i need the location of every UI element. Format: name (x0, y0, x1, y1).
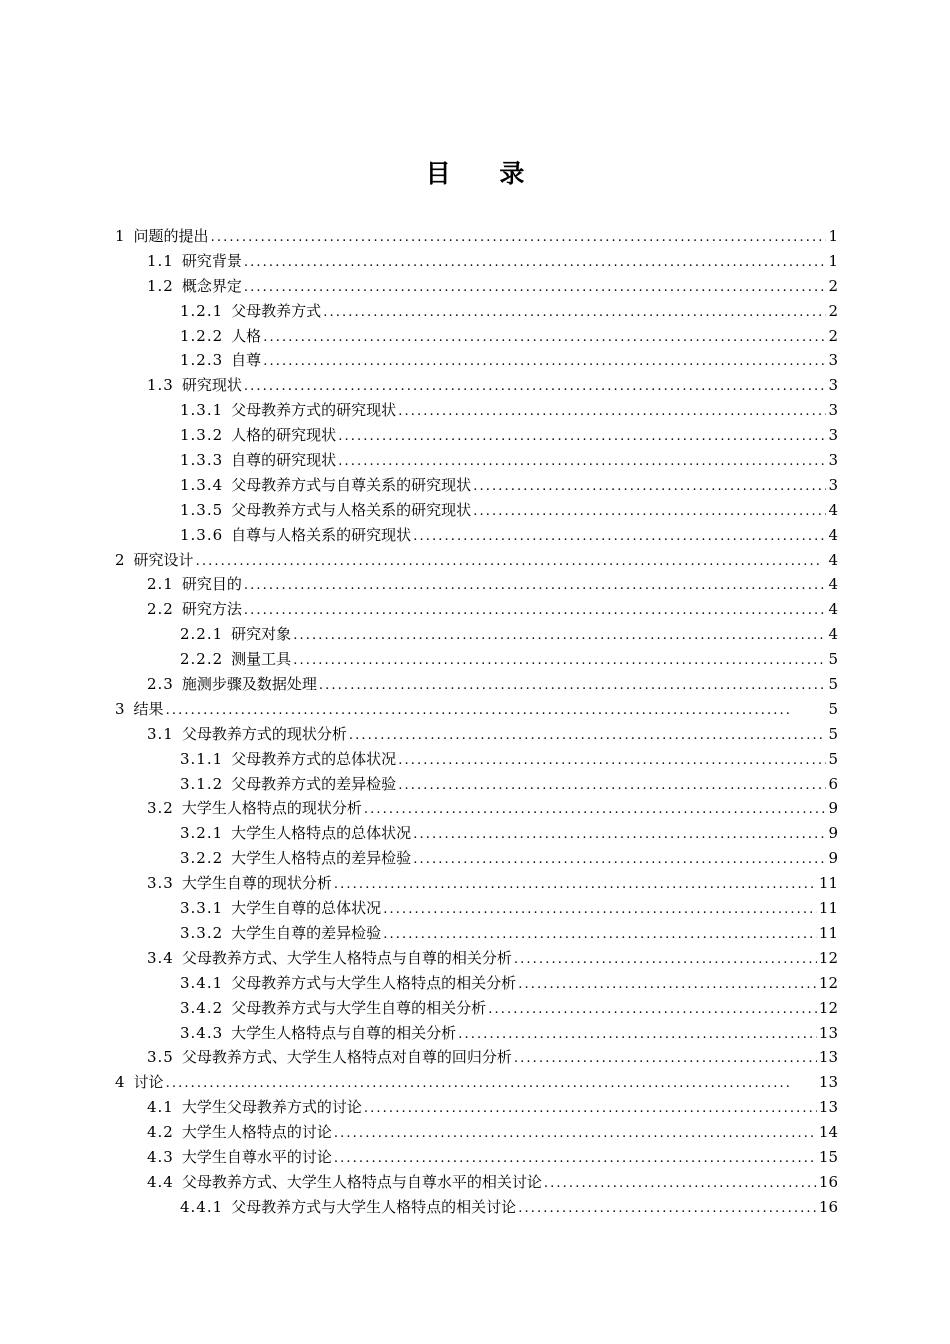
toc-entry-title: 父母教养方式与大学生人格特点的相关讨论 (231, 1197, 517, 1216)
toc-entry-page: 9 (828, 799, 838, 818)
toc-entry-page: 1 (828, 227, 838, 245)
toc-entry-title: 父母教养方式的差异检验 (231, 774, 397, 793)
toc-entry-title: 大学生父母教养方式的讨论 (181, 1098, 362, 1117)
toc-dot-leader (364, 798, 827, 823)
toc-entry-page: 13 (818, 1048, 838, 1067)
toc-entry-title: 研究现状 (181, 376, 242, 395)
toc-entry-page: 11 (818, 899, 838, 918)
toc-entry-number: 3.3.1 (180, 899, 224, 918)
toc-entry-number: 1.3.4 (180, 475, 224, 494)
toc-entry-number: 1.2.2 (180, 326, 224, 345)
toc-entry-number: 3.4.3 (180, 1023, 224, 1042)
toc-entry[interactable] (115, 373, 838, 398)
toc-entry-page: 16 (818, 1197, 838, 1216)
toc-entry[interactable] (115, 796, 838, 821)
toc-entry-number: 1.2.1 (180, 301, 224, 320)
toc-entry-title: 概念界定 (181, 276, 242, 295)
toc-entry-page: 12 (818, 973, 838, 992)
toc-entry[interactable] (115, 722, 838, 747)
toc-entry[interactable] (115, 772, 838, 797)
toc-entry[interactable] (115, 672, 838, 697)
toc-entry-title: 大学生自尊水平的讨论 (181, 1147, 332, 1166)
toc-dot-leader (514, 948, 817, 973)
toc-entry-page: 5 (828, 724, 838, 743)
toc-entry-page: 16 (818, 1172, 838, 1191)
toc-dot-leader (349, 724, 827, 749)
toc-entry-number: 3.2 (147, 799, 174, 818)
toc-entry-title: 父母教养方式与人格关系的研究现状 (231, 500, 472, 519)
toc-entry-number: 2 (115, 550, 126, 569)
toc-entry-number: 1.3.1 (180, 401, 224, 420)
toc-dot-leader (319, 674, 827, 699)
toc-entry-number: 4.3 (147, 1147, 174, 1166)
toc-entry-title: 大学生人格特点与自尊的相关分析 (231, 1023, 457, 1042)
toc-dot-leader (166, 699, 827, 724)
toc-entry[interactable] (115, 597, 838, 622)
toc-dot-leader (398, 774, 826, 799)
toc-dot-leader (364, 1097, 817, 1122)
toc-entry-number: 1.3.3 (180, 451, 224, 470)
toc-entry-number: 4.1 (147, 1098, 174, 1117)
toc-entry-title: 大学生人格特点的讨论 (181, 1123, 332, 1142)
toc-entry[interactable] (115, 548, 838, 573)
toc-dot-leader (398, 749, 826, 774)
toc-title: 目 录 (425, 159, 545, 188)
toc-entry[interactable] (115, 224, 838, 249)
toc-entry-page: 12 (818, 998, 838, 1017)
toc-entry[interactable] (115, 896, 838, 921)
toc-entry[interactable] (115, 572, 838, 597)
toc-entry[interactable] (115, 1195, 838, 1220)
toc-entry-page: 11 (818, 874, 838, 893)
toc-entry-page: 4 (828, 600, 838, 619)
toc-entry-page: 15 (818, 1147, 838, 1166)
toc-dot-leader (488, 998, 817, 1023)
toc-dot-leader (383, 898, 817, 923)
toc-entry-title: 研究目的 (181, 575, 242, 594)
toc-entry[interactable] (115, 523, 838, 548)
toc-entry[interactable] (115, 1021, 838, 1046)
toc-dot-leader (458, 1023, 817, 1048)
toc-entry-title: 父母教养方式与大学生人格特点的相关分析 (231, 973, 517, 992)
toc-entry-title: 研究对象 (231, 625, 292, 644)
toc-dot-leader (263, 326, 826, 351)
toc-entry-number: 3.3.2 (180, 923, 224, 942)
toc-entry-page: 9 (828, 849, 838, 868)
toc-entry[interactable] (115, 647, 838, 672)
toc-entry[interactable] (115, 299, 838, 324)
toc-entry-title: 大学生人格特点的总体状况 (231, 824, 412, 843)
toc-entry-title: 父母教养方式与大学生自尊的相关分析 (231, 998, 487, 1017)
toc-entry-page: 3 (828, 451, 838, 470)
toc-entry-page: 3 (828, 376, 838, 395)
toc-entry-title: 研究背景 (181, 251, 242, 270)
toc-entry[interactable] (115, 498, 838, 523)
toc-dot-leader (323, 301, 826, 326)
toc-entry-number: 4 (115, 1073, 126, 1092)
toc-entry[interactable] (115, 348, 838, 373)
toc-entry[interactable] (115, 1170, 838, 1195)
toc-entry-number: 1.3 (147, 376, 174, 395)
toc-entry-page: 4 (828, 500, 838, 519)
toc-entry-page: 3 (828, 475, 838, 494)
toc-entry-page: 13 (818, 1098, 838, 1117)
toc-entry-number: 1.2 (147, 276, 174, 295)
toc-dot-leader (244, 599, 827, 624)
toc-entry-number: 3 (115, 699, 126, 718)
toc-entry-number: 1.3.5 (180, 500, 224, 519)
toc-dot-leader (413, 525, 826, 550)
toc-entry-title: 研究方法 (181, 600, 242, 619)
toc-entry-title: 结果 (133, 699, 164, 718)
toc-entry[interactable] (115, 473, 838, 498)
toc-entry[interactable] (115, 398, 838, 423)
toc-entry-number: 2.3 (147, 675, 174, 694)
toc-entry-title: 父母教养方式的研究现状 (231, 401, 397, 420)
toc-entry[interactable] (115, 821, 838, 846)
toc-dot-leader (244, 375, 827, 400)
toc-entry[interactable] (115, 971, 838, 996)
toc-entry-number: 2.2.1 (180, 625, 224, 644)
toc-dot-leader (244, 574, 827, 599)
toc-entry[interactable] (115, 249, 838, 274)
toc-dot-leader (518, 1197, 817, 1222)
toc-entry-title: 人格 (231, 326, 262, 345)
toc-entry[interactable] (115, 1145, 838, 1170)
toc-dot-leader (518, 973, 817, 998)
toc-entry-title: 父母教养方式、大学生人格特点与自尊水平的相关讨论 (181, 1172, 542, 1191)
toc-dot-leader (166, 1072, 817, 1097)
toc-entry-title: 大学生自尊的差异检验 (231, 923, 382, 942)
toc-entry-page: 3 (828, 351, 838, 370)
toc-entry-number: 3.2.2 (180, 849, 224, 868)
toc-dot-leader (338, 425, 826, 450)
toc-entry-page: 2 (828, 326, 838, 345)
toc-entry-page: 2 (828, 276, 838, 295)
toc-entry-title: 父母教养方式的现状分析 (181, 724, 347, 743)
toc-entry-page: 4 (828, 575, 838, 594)
toc-dot-leader (334, 1147, 817, 1172)
toc-entry-page: 2 (828, 301, 838, 320)
toc-entry[interactable] (115, 846, 838, 871)
toc-entry[interactable] (115, 921, 838, 946)
toc-entry[interactable] (115, 448, 838, 473)
toc-entry[interactable] (115, 946, 838, 971)
toc-entry[interactable] (115, 1070, 838, 1095)
toc-dot-leader (383, 923, 817, 948)
toc-entry[interactable] (115, 1095, 838, 1120)
toc-entry-page: 5 (828, 699, 838, 718)
toc-entry-title: 大学生自尊的总体状况 (231, 899, 382, 918)
toc-entry-title: 自尊与人格关系的研究现状 (231, 525, 412, 544)
toc-entry-title: 测量工具 (231, 650, 292, 669)
toc-entry-number: 3.1.2 (180, 774, 224, 793)
toc-entry-title: 自尊 (231, 351, 262, 370)
toc-entry-title: 施测步骤及数据处理 (181, 675, 317, 694)
toc-entry-number: 2.1 (147, 575, 174, 594)
toc-entry-number: 3.4.1 (180, 973, 224, 992)
toc-entry-page: 4 (828, 550, 838, 569)
toc-entry-number: 1 (115, 227, 126, 245)
toc-entry-title: 问题的提出 (133, 227, 209, 245)
toc-entry-number: 3.4.2 (180, 998, 224, 1017)
toc-dot-leader (338, 450, 826, 475)
toc-entry-title: 大学生自尊的现状分析 (181, 874, 332, 893)
toc-entry-number: 1.2.3 (180, 351, 224, 370)
toc-dot-leader (413, 848, 826, 873)
toc-entry-number: 1.1 (147, 251, 174, 270)
toc-dot-leader (293, 624, 826, 649)
toc-entry-title: 人格的研究现状 (231, 426, 337, 445)
toc-dot-leader (244, 251, 827, 276)
toc-entry[interactable] (115, 1120, 838, 1145)
toc-dot-leader (244, 276, 827, 301)
toc-entry-number: 3.2.1 (180, 824, 224, 843)
toc-entry-page: 5 (828, 650, 838, 669)
toc-entry-page: 5 (828, 675, 838, 694)
toc-entry-number: 4.4 (147, 1172, 174, 1191)
toc-entry-number: 4.2 (147, 1123, 174, 1142)
toc-entry-page: 13 (818, 1023, 838, 1042)
toc-entry[interactable] (115, 622, 838, 647)
toc-entry[interactable] (115, 697, 838, 722)
toc-entry-page: 6 (828, 774, 838, 793)
toc-dot-leader (544, 1172, 817, 1197)
toc-dot-leader (473, 475, 826, 500)
toc-entry-number: 2.2.2 (180, 650, 224, 669)
toc-entry-number: 3.4 (147, 948, 174, 967)
toc-entry-page: 5 (828, 749, 838, 768)
toc-entry[interactable] (115, 747, 838, 772)
toc-entry-page: 12 (818, 948, 838, 967)
toc-entry-page: 13 (818, 1073, 838, 1092)
toc-entry-page: 9 (828, 824, 838, 843)
toc-entry-title: 大学生人格特点的现状分析 (181, 799, 362, 818)
toc-entry-page: 3 (828, 426, 838, 445)
toc-entry-number: 1.3.2 (180, 426, 224, 445)
toc-entry[interactable] (115, 274, 838, 299)
toc-dot-leader (514, 1047, 817, 1072)
toc-entry-title: 父母教养方式 (231, 301, 322, 320)
toc-entry-title: 父母教养方式与自尊关系的研究现状 (231, 475, 472, 494)
toc-entry[interactable] (115, 1045, 838, 1070)
toc-entry-number: 3.1.1 (180, 749, 224, 768)
toc-dot-leader (413, 823, 826, 848)
toc-dot-leader (196, 550, 827, 575)
toc-entry-number: 3.1 (147, 724, 174, 743)
toc-entry-number: 3.3 (147, 874, 174, 893)
toc-dot-leader (398, 400, 826, 425)
toc-entry-page: 14 (818, 1123, 838, 1142)
toc-entry-title: 大学生人格特点的差异检验 (231, 849, 412, 868)
toc-entry-page: 3 (828, 401, 838, 420)
toc-entry-page: 1 (828, 251, 838, 270)
toc-entry-page: 4 (828, 525, 838, 544)
toc-entry-page: 4 (828, 625, 838, 644)
toc-dot-leader (334, 873, 817, 898)
toc-entry-page: 11 (818, 923, 838, 942)
toc-dot-leader (263, 350, 826, 375)
toc-entry-number: 2.2 (147, 600, 174, 619)
toc-entry[interactable] (115, 324, 838, 349)
toc-entry-title: 讨论 (133, 1073, 164, 1092)
toc-entry[interactable] (115, 423, 838, 448)
toc-entry-number: 4.4.1 (180, 1197, 224, 1216)
toc-entry[interactable] (115, 871, 838, 896)
toc-dot-leader (211, 226, 827, 251)
toc-dot-leader (473, 500, 826, 525)
toc-entry-title: 研究设计 (133, 550, 194, 569)
toc-entry-number: 1.3.6 (180, 525, 224, 544)
toc-entry-title: 父母教养方式的总体状况 (231, 749, 397, 768)
toc-dot-leader (334, 1122, 817, 1147)
toc-entry-title: 父母教养方式、大学生人格特点对自尊的回归分析 (181, 1048, 512, 1067)
toc-dot-leader (293, 649, 826, 674)
toc-entry-number: 3.5 (147, 1048, 174, 1067)
toc-entry-title: 自尊的研究现状 (231, 451, 337, 470)
toc-entry-title: 父母教养方式、大学生人格特点与自尊的相关分析 (181, 948, 512, 967)
toc-entry[interactable] (115, 996, 838, 1021)
table-of-contents (115, 224, 838, 1220)
